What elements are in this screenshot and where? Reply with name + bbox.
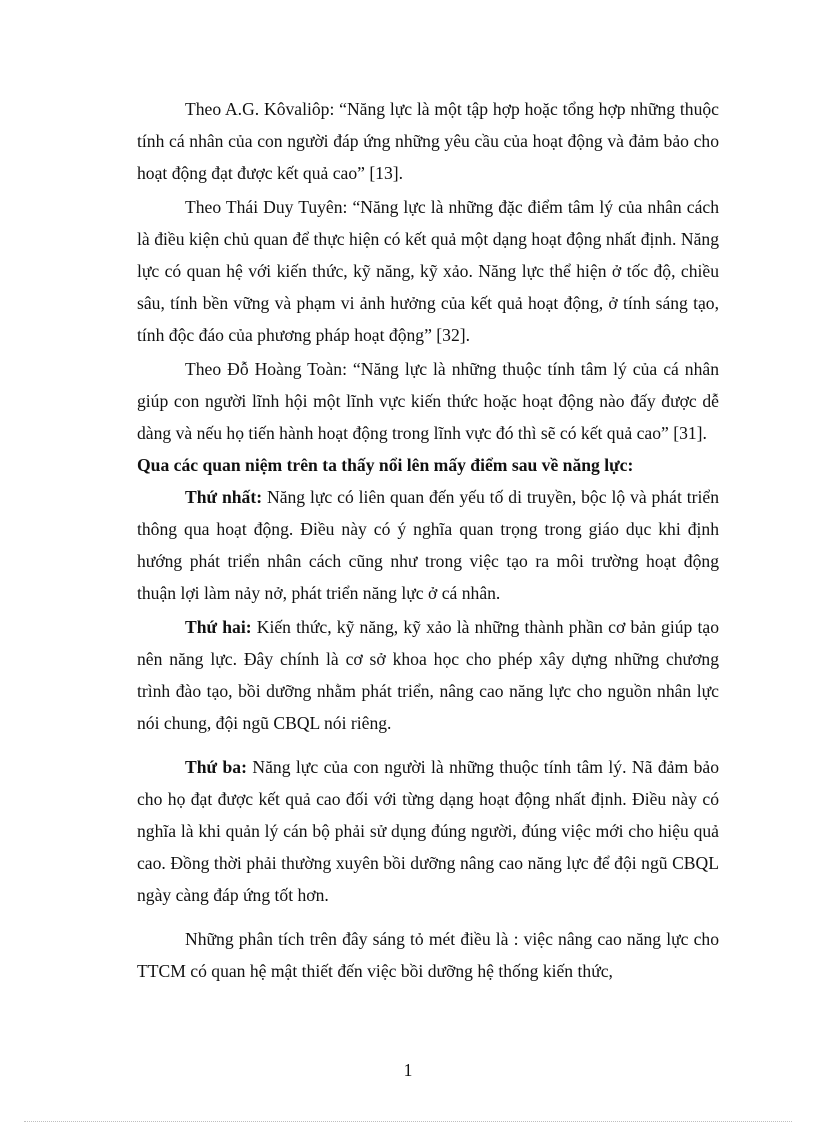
paragraph-lead: Thứ hai:	[185, 617, 252, 637]
paragraph-lead: Thứ nhất:	[185, 487, 263, 507]
paragraph-text: Theo Đỗ Hoàng Toàn: “Năng lực là những thuộc tính tâm lý của cá nhân giúp con người lĩnh hội một lĩnh vực kiến thức hoặc hoạt động nào đấy được dễ dàng và nếu họ tiến hành hoạt động trong lĩnh vực đó thì sẽ có kết quả cao” [31].	[137, 359, 719, 443]
page-bottom-divider	[24, 1121, 792, 1122]
paragraph-text: Năng lực của con người là những thuộc tính tâm lý. Nã đảm bảo cho họ đạt được kết quả cao đối với từng dạng hoạt động nhất định. Điều này có nghĩa là khi quản lý cán bộ phải sử dụng đúng người, đúng việc mới cho hiệu quả cao. Đồng thời phải thường xuyên bồi dưỡng nâng cao năng lực để đội ngũ CBQL ngày càng đáp ứng tốt hơn.	[137, 757, 719, 905]
paragraph-text: Theo A.G. Kôvaliôp: “Năng lực là một tập hợp hoặc tổng hợp những thuộc tính cá nhân của con người đáp ứng những yêu cầu của hoạt động và đảm bảo cho hoạt động đạt được kết quả cao” [13].	[137, 99, 719, 183]
page-number: 1	[403, 1060, 413, 1080]
heading-text: Qua các quan niệm trên ta thấy nổi lên mấy điểm sau về năng lực:	[137, 455, 634, 475]
paragraph-conclusion	[137, 923, 719, 987]
body-text	[137, 93, 719, 987]
paragraph-thu-hai	[137, 611, 719, 739]
paragraph-lead: Thứ ba:	[185, 757, 247, 777]
paragraph-text: Những phân tích trên đây sáng tỏ mét điều là : việc nâng cao năng lực cho TTCM có quan hệ mật thiết đến việc bồi dưỡng hệ thống kiến thức,	[137, 929, 719, 981]
paragraph-text: Kiến thức, kỹ năng, kỹ xảo là những thành phần cơ bản giúp tạo nên năng lực. Đây chính là cơ sở khoa học cho phép xây dựng những chương trình đào tạo, bồi dưỡng nhằm phát triển, nâng cao năng lực cho nguồn nhân lực nói chung, đội ngũ CBQL nói riêng.	[137, 617, 719, 733]
paragraph-kovaliop	[137, 93, 719, 189]
paragraph-text: Năng lực có liên quan đến yếu tố di truyền, bộc lộ và phát triển thông qua hoạt động. Điều này có ý nghĩa quan trọng trong giáo dục khi định hướng phát triển nhân cách cũng như trong việc tạo ra môi trường hoạt động thuận lợi làm nảy nở, phát triển năng lực ở cá nhân.	[137, 487, 719, 603]
paragraph-thai-duy-tuyen	[137, 191, 719, 351]
paragraph-do-hoang-toan	[137, 353, 719, 449]
paragraph-thu-nhat	[137, 481, 719, 609]
paragraph-text: Theo Thái Duy Tuyên: “Năng lực là những đặc điểm tâm lý của nhân cách là điều kiện chủ quan để thực hiện có kết quả một dạng hoạt động nhất định. Năng lực có quan hệ với kiến thức, kỹ năng, kỹ xảo. Năng lực thể hiện ở tốc độ, chiều sâu, tính bền vững và phạm vi ảnh hưởng của kết quả hoạt động, ở tính sáng tạo, tính độc đáo của phương pháp hoạt động” [32].	[137, 197, 719, 345]
section-heading	[137, 449, 719, 481]
paragraph-thu-ba	[137, 751, 719, 911]
